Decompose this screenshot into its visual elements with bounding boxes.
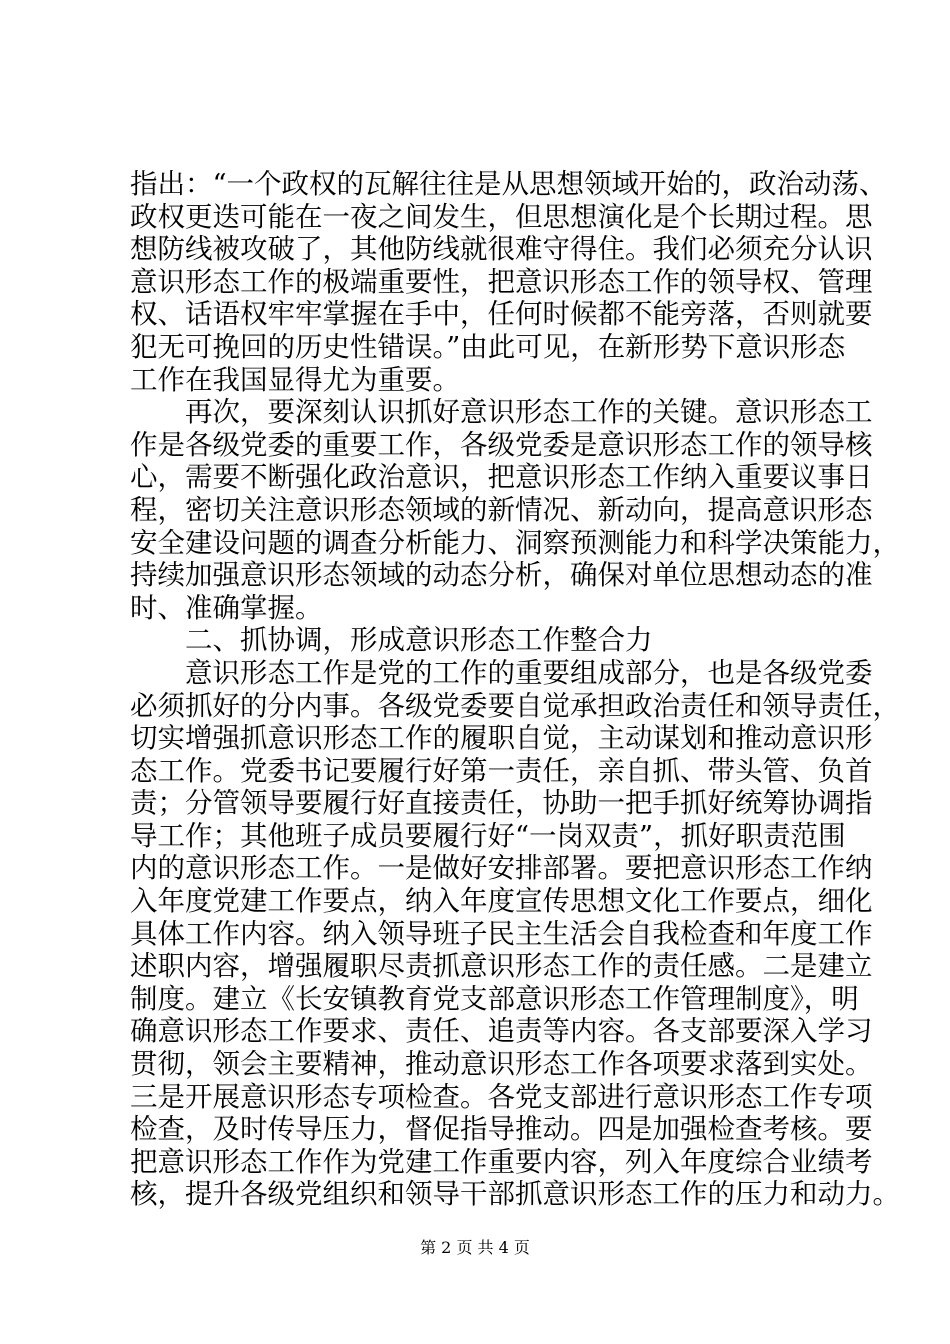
text-line: 想防线被攻破了，其他防线就很难守得住。我们必须充分认识 (130, 233, 873, 266)
text-line: 贯彻，领会主要精神，推动意识形态工作各项要求落到实处。 (130, 1048, 873, 1081)
text-line: 核，提升各级党组织和领导干部抓意识形态工作的压力和动力。 (130, 1178, 900, 1211)
text-line: 权、话语权牢牢掌握在手中，任何时候都不能旁落，否则就要 (130, 298, 873, 331)
text-line: 犯无可挽回的历史性错误。”由此可见，在新形势下意识形态 (130, 330, 846, 363)
text-line: 心，需要不断强化政治意识，把意识形态工作纳入重要议事日 (130, 461, 873, 494)
text-line: 内的意识形态工作。一是做好安排部署。要把意识形态工作纳 (130, 852, 873, 885)
text-line: 制度。建立《长安镇教育党支部意识形态工作管理制度》，明 (130, 982, 859, 1015)
text-line: 程，密切关注意识形态领域的新情况、新动向，提高意识形态 (130, 493, 873, 526)
text-line: 检查，及时传导压力，督促指导推动。四是加强检查考核。要 (130, 1113, 873, 1146)
text-line: 政权更迭可能在一夜之间发生，但思想演化是个长期过程。思 (130, 200, 873, 233)
text-line: 必须抓好的分内事。各级党委要自觉承担政治责任和领导责任， (130, 689, 900, 722)
text-line: 意识形态工作是党的工作的重要组成部分，也是各级党委 (130, 656, 873, 689)
text-line: 态工作。党委书记要履行好第一责任，亲自抓、带头管、负首 (130, 754, 873, 787)
text-line: 责；分管领导要履行好直接责任，协助一把手抓好统筹协调指 (130, 787, 873, 820)
text-line: 意识形态工作的极端重要性，把意识形态工作的领导权、管理 (130, 265, 873, 298)
text-line: 入年度党建工作要点，纳入年度宣传思想文化工作要点，细化 (130, 885, 873, 918)
text-line: 持续加强意识形态领域的动态分析，确保对单位思想动态的准 (130, 559, 873, 592)
text-line: 述职内容，增强履职尽责抓意识形态工作的责任感。二是建立 (130, 950, 873, 983)
page-footer: 第 2 页 共 4 页 (420, 1238, 530, 1257)
text-line: 切实增强抓意识形态工作的履职自觉，主动谋划和推动意识形 (130, 722, 873, 755)
text-line: 把意识形态工作作为党建工作重要内容，列入年度综合业绩考 (130, 1145, 873, 1178)
text-line: 确意识形态工作要求、责任、追责等内容。各支部要深入学习 (130, 1015, 873, 1048)
text-line: 再次，要深刻认识抓好意识形态工作的关键。意识形态工 (130, 396, 873, 429)
text-line: 导工作；其他班子成员要履行好“一岗双责”，抓好职责范围 (130, 819, 846, 852)
text-line: 二、抓协调，形成意识形态工作整合力 (130, 624, 653, 657)
text-line: 时、准确掌握。 (130, 591, 323, 624)
text-line: 作是各级党委的重要工作，各级党委是意识形态工作的领导核 (130, 428, 873, 461)
text-line: 具体工作内容。纳入领导班子民主生活会自我检查和年度工作 (130, 917, 873, 950)
document-body (130, 168, 900, 1211)
text-line: 三是开展意识形态专项检查。各党支部进行意识形态工作专项 (130, 1080, 873, 1113)
text-line: 工作在我国显得尤为重要。 (130, 363, 460, 396)
text-line: 安全建设问题的调查分析能力、洞察预测能力和科学决策能力， (130, 526, 900, 559)
text-line: 指出：“一个政权的瓦解往往是从思想领域开始的，政治动荡、 (130, 168, 887, 200)
